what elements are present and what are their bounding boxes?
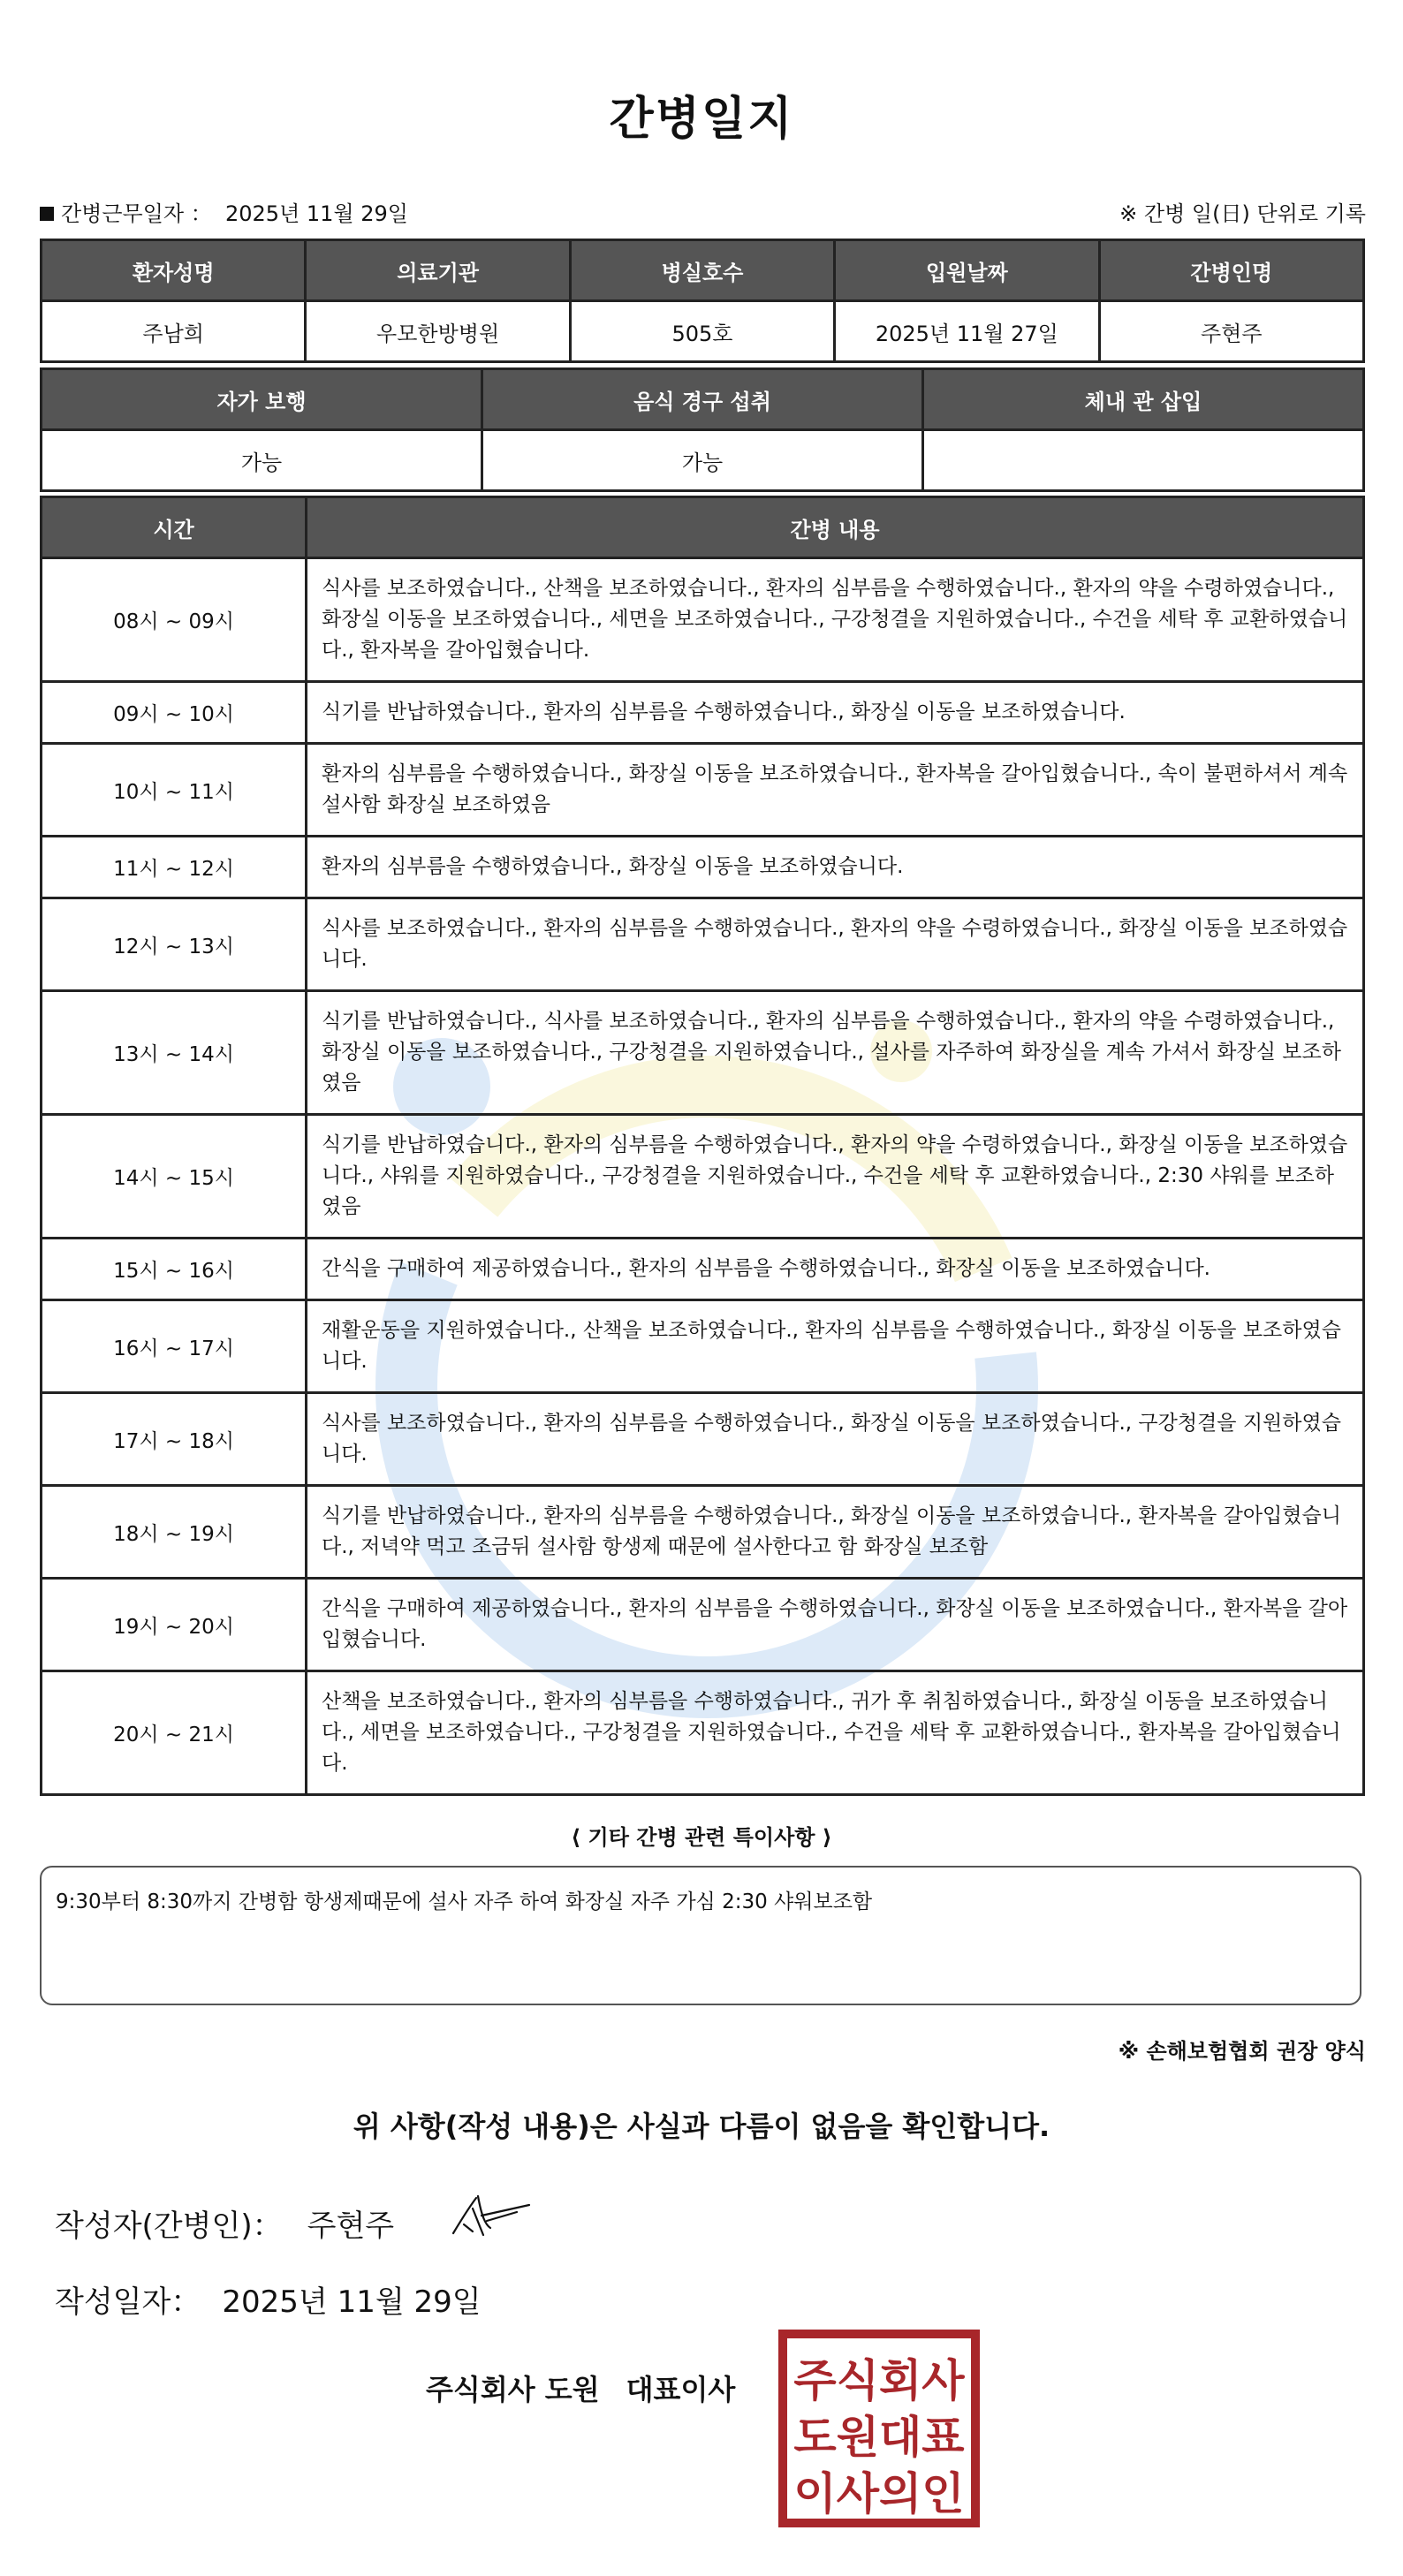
log-time: 17시 ~ 18시 [42,1393,307,1486]
log-time: 18시 ~ 19시 [42,1486,307,1579]
log-time: 11시 ~ 12시 [42,837,307,898]
writer-label: 작성자(간병인)： [55,2209,283,2244]
svg-text:도원대표: 도원대표 [793,2412,965,2463]
table-row [42,991,1364,1115]
log-content: 재활운동을 지원하였습니다., 산책을 보조하였습니다., 환자의 심부름을 수행하였습니다., 화장실 이동을 보조하였습니다. [307,1300,1364,1393]
log-time: 20시 ~ 21시 [42,1671,307,1795]
table-row [42,1115,1364,1239]
header-room: 병실호수 [570,240,834,301]
company-seal-stamp [777,2329,981,2528]
header-hospital: 의료기관 [306,240,570,301]
patient-name: 주남희 [42,301,306,362]
log-time: 14시 ~ 15시 [42,1115,307,1239]
work-date-row [40,196,408,227]
table-row [42,898,1364,991]
log-content: 식사를 보조하였습니다., 환자의 심부름을 수행하였습니다., 환자의 약을 수령하였습니다., 화장실 이동을 보조하였습니다. [307,898,1364,991]
log-time: 12시 ~ 13시 [42,898,307,991]
log-content: 환자의 심부름을 수행하였습니다., 화장실 이동을 보조하였습니다. [307,837,1364,898]
square-bullet-icon [40,207,54,221]
caregiver-name: 주현주 [1099,301,1363,362]
table-row [42,1300,1364,1393]
company-signature-line [426,2368,735,2408]
log-content: 식사를 보조하였습니다., 환자의 심부름을 수행하였습니다., 화장실 이동을 보조하였습니다., 구강청결을 지원하였습니다. [307,1393,1364,1486]
log-time: 16시 ~ 17시 [42,1300,307,1393]
log-time: 15시 ~ 16시 [42,1239,307,1300]
written-date-value: 2025년 11월 29일 [222,2284,482,2320]
log-time: 19시 ~ 20시 [42,1579,307,1671]
care-log-table [40,496,1365,1796]
writer-row [55,2201,394,2245]
log-time: 13시 ~ 14시 [42,991,307,1115]
company-role: 대표이사 [626,2373,736,2406]
log-time: 09시 ~ 10시 [42,682,307,744]
oral-intake-value: 가능 [482,430,923,491]
room-number: 505호 [570,301,834,362]
handwritten-signature [446,2189,535,2242]
header-time: 시간 [42,497,307,558]
notes-title: ⟨ 기타 간병 관련 특이사항 ⟩ [571,1825,832,1850]
log-content: 식사를 보조하였습니다., 산책을 보조하였습니다., 환자의 심부름을 수행하였습니다., 환자의 약을 수령하였습니다., 화장실 이동을 보조하였습니다., 세면을 보조하였습니다., 구강청결을 지원하였습니다., 수건을 세탁 후 교환하였습니다., 환자복을 갈아입혔습니다. [307,558,1364,682]
admission-date: 2025년 11월 27일 [835,301,1099,362]
company-name: 주식회사 도원 [426,2373,600,2406]
table-row [42,744,1364,837]
header-oral-intake: 음식 경구 섭취 [482,369,923,430]
self-walking-value: 가능 [42,430,482,491]
table-row [42,1579,1364,1671]
svg-text:이사의인: 이사의인 [793,2468,965,2519]
table-row [42,682,1364,744]
log-content: 식기를 반납하였습니다., 환자의 심부름을 수행하였습니다., 화장실 이동을 보조하였습니다. [307,682,1364,744]
notes-text: 9:30부터 8:30까지 간병함 항생제때문에 설사 자주 하여 화장실 자주 가심 2:30 샤워보조함 [56,1890,873,1913]
unit-note: ※ 간병 일(日) 단위로 기록 [1119,201,1366,226]
log-content: 식기를 반납하였습니다., 환자의 심부름을 수행하였습니다., 환자의 약을 수령하였습니다., 화장실 이동을 보조하였습니다., 샤워를 지원하였습니다., 구강청결을 지원하였습니다., 수건을 세탁 후 교환하였습니다., 2:30 샤워를 보조하였음 [307,1115,1364,1239]
svg-text:주식회사: 주식회사 [793,2355,965,2406]
table-row [42,558,1364,682]
work-date-label: 간병근무일자 ： [61,201,212,226]
table-row [42,1239,1364,1300]
log-content: 간식을 구매하여 제공하였습니다., 환자의 심부름을 수행하였습니다., 화장실 이동을 보조하였습니다. [307,1239,1364,1300]
written-date-row [55,2277,482,2321]
log-content: 식기를 반납하였습니다., 환자의 심부름을 수행하였습니다., 화장실 이동을 보조하였습니다., 환자복을 갈아입혔습니다., 저녁약 먹고 조금뒤 설사함 항생제 때문에 설사한다고 함 화장실 보조함 [307,1486,1364,1579]
header-patient-name: 환자성명 [42,240,306,301]
header-care-content: 간병 내용 [307,497,1364,558]
tube-insertion-value [923,430,1364,491]
log-time: 10시 ~ 11시 [42,744,307,837]
log-content: 산책을 보조하였습니다., 환자의 심부름을 수행하였습니다., 귀가 후 취침하였습니다., 화장실 이동을 보조하였습니다., 세면을 보조하였습니다., 구강청결을 지원하였습니다., 수건을 세탁 후 교환하였습니다., 환자복을 갈아입혔습니다. [307,1671,1364,1795]
notes-box [40,1866,1361,2005]
table-row [42,1393,1364,1486]
log-time: 08시 ~ 09시 [42,558,307,682]
table-row [42,1671,1364,1795]
log-content: 간식을 구매하여 제공하였습니다., 환자의 심부름을 수행하였습니다., 화장실 이동을 보조하였습니다., 환자복을 갈아입혔습니다. [307,1579,1364,1671]
header-caregiver-name: 간병인명 [1099,240,1363,301]
written-date-label: 작성일자： [55,2284,201,2320]
header-self-walking: 자가 보행 [42,369,482,430]
table-row [42,1486,1364,1579]
hospital-name: 우모한방병원 [306,301,570,362]
writer-name: 주현주 [307,2209,395,2244]
document-title: 간병일지 [609,93,794,146]
log-content: 식기를 반납하였습니다., 식사를 보조하였습니다., 환자의 심부름을 수행하였습니다., 환자의 약을 수령하였습니다., 화장실 이동을 보조하였습니다., 구강청결을 지원하였습니다., 설사를 자주하여 화장실을 계속 가셔서 화장실 보조하였음 [307,991,1364,1115]
work-date-value: 2025년 11월 29일 [225,201,408,226]
log-content: 환자의 심부름을 수행하였습니다., 화장실 이동을 보조하였습니다., 환자복을 갈아입혔습니다., 속이 불편하셔서 계속 설사함 화장실 보조하였음 [307,744,1364,837]
table-row [42,837,1364,898]
patient-info-table [40,239,1365,363]
confirm-statement: 위 사항(작성 내용)은 사실과 다름이 없음을 확인합니다. [353,2110,1050,2143]
patient-status-table [40,367,1365,492]
header-tube-insertion: 체내 관 삽입 [923,369,1364,430]
header-admission-date: 입원날짜 [835,240,1099,301]
recommend-note: ※ 손해보험협회 권장 양식 [1118,2039,1366,2064]
